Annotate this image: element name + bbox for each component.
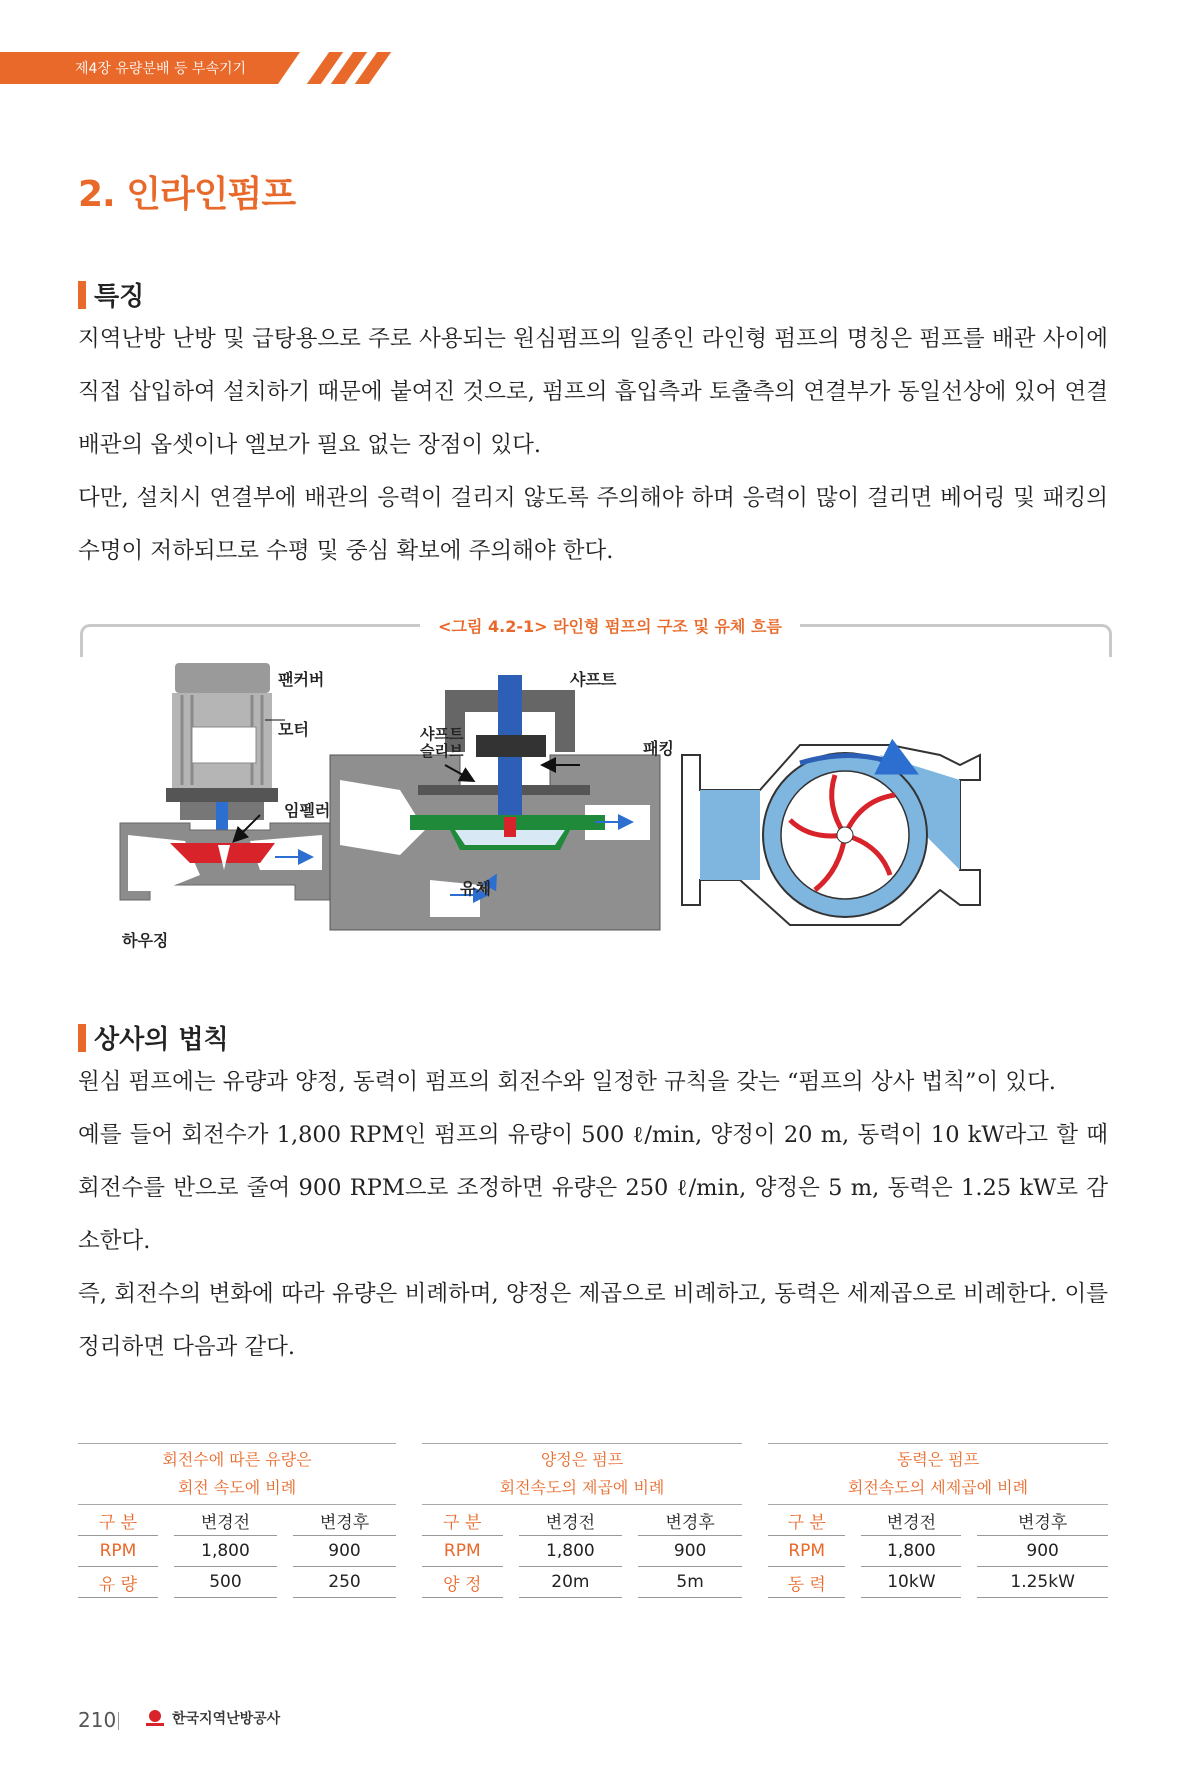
table-row xyxy=(422,1536,742,1567)
org-logo-icon xyxy=(144,1709,166,1727)
pump-volute-view xyxy=(682,745,980,925)
features-heading xyxy=(78,276,144,313)
flow-table-title xyxy=(78,1443,396,1505)
table-cell: 10kW xyxy=(861,1567,961,1598)
table-row xyxy=(422,1505,742,1536)
flow-table-title-line1: 회전수에 따른 유량은 xyxy=(162,1450,312,1469)
flow-table xyxy=(78,1443,396,1598)
power-table xyxy=(768,1443,1108,1598)
label-fluid: 유체 xyxy=(460,879,491,898)
label-impeller: 임펠러 xyxy=(284,801,331,820)
table-cell: 변경전 xyxy=(519,1505,623,1536)
inline-pump-cross-section xyxy=(330,675,660,930)
flow-table-grid xyxy=(78,1505,396,1598)
table-cell: RPM xyxy=(78,1536,158,1567)
table-row xyxy=(422,1567,742,1598)
label-shaft-sleeve-line1: 샤프트 xyxy=(420,725,464,743)
label-shaft: 샤프트 xyxy=(570,670,617,689)
org-name: 한국지역난방공사 xyxy=(172,1711,281,1727)
affinity-paragraph-2: 예를 들어 회전수가 1,800 RPM인 펌프의 유량이 500 ℓ/min, 양정이 20 m, 동력이 10 kW라고 할 때 회전수를 반으로 줄여 900 RPM으로 조정하면 유량은 250 ℓ/min, 양정은 5 m, 동력은 1.25 kW로 감소한다. xyxy=(78,1122,1108,1254)
table-cell: 변경전 xyxy=(861,1505,961,1536)
table-cell: 1,800 xyxy=(861,1536,961,1567)
table-cell: 1,800 xyxy=(174,1536,277,1567)
figure-caption: <그림 4.2-1> 라인형 펌프의 구조 및 유체 흐름 xyxy=(420,614,800,637)
power-table-title-line2: 회전속도의 세제곱에 비례 xyxy=(847,1478,1029,1497)
table-cell: 900 xyxy=(638,1536,742,1567)
page-number: 210 xyxy=(78,1708,117,1732)
heading-marker xyxy=(78,281,86,309)
table-cell: 900 xyxy=(977,1536,1108,1567)
table-cell: 구 분 xyxy=(78,1505,158,1536)
features-heading-text: 특징 xyxy=(94,282,145,312)
packing-box xyxy=(476,735,546,757)
table-row xyxy=(768,1505,1108,1536)
table-cell: 변경전 xyxy=(174,1505,277,1536)
label-motor: 모터 xyxy=(278,720,309,739)
table-cell: 변경후 xyxy=(977,1505,1108,1536)
head-table-title-line2: 회전속도의 제곱에 비례 xyxy=(499,1478,665,1497)
fan-cover-shape xyxy=(175,663,270,693)
label-housing: 하우징 xyxy=(122,931,169,950)
table-cell: RPM xyxy=(768,1536,845,1567)
chapter-title: 제4장 유량분배 등 부속기기 xyxy=(75,61,247,77)
affinity-heading-text: 상사의 법칙 xyxy=(94,1025,229,1055)
affinity-paragraph-3: 즉, 회전수의 변화에 따라 유량은 비례하며, 양정은 제곱으로 비례하고, 동력은 세제곱으로 비례한다. 이를 정리하면 다음과 같다. xyxy=(78,1281,1108,1360)
table-row xyxy=(78,1567,396,1598)
table-cell: 변경후 xyxy=(638,1505,742,1536)
footer-divider xyxy=(118,1712,119,1730)
flow-table-title-line2: 회전 속도에 비례 xyxy=(177,1478,297,1497)
affinity-paragraph-1: 원심 펌프에는 유량과 양정, 동력이 펌프의 회전수와 일정한 규칙을 갖는 “펌프의 상사 법칙”이 있다. xyxy=(78,1069,1056,1095)
inline-pump-exterior xyxy=(120,663,330,900)
table-row xyxy=(78,1505,396,1536)
label-packing: 패킹 xyxy=(643,739,674,758)
heading-marker xyxy=(78,1024,86,1052)
org-logo xyxy=(144,1708,280,1728)
features-text xyxy=(78,313,1108,578)
section-title: 2. 인라인펌프 xyxy=(78,174,296,215)
table-cell: 5m xyxy=(638,1567,742,1598)
affinity-heading xyxy=(78,1019,229,1056)
features-paragraph-1: 지역난방 난방 및 급탕용으로 주로 사용되는 원심펌프의 일종인 라인형 펌프의 명칭은 펌프를 배관 사이에 직접 삽입하여 설치하기 때문에 붙여진 것으로, 펌프의 흡입측과 토출측의 연결부가 동일선상에 있어 연결배관의 옵셋이나 엘보가 필요 없는 장점이 있다. xyxy=(78,326,1108,458)
motor-flange xyxy=(166,788,278,802)
head-table-grid xyxy=(422,1505,742,1598)
table-cell: 구 분 xyxy=(422,1505,503,1536)
table-row xyxy=(768,1536,1108,1567)
table-row xyxy=(78,1536,396,1567)
table-cell: 20m xyxy=(519,1567,623,1598)
table-cell: 500 xyxy=(174,1567,277,1598)
power-table-grid xyxy=(768,1505,1108,1598)
table-cell: 유 량 xyxy=(78,1567,158,1598)
label-fan-cover: 팬커버 xyxy=(278,670,325,689)
head-table-title xyxy=(422,1443,742,1505)
power-table-title-line1: 동력은 펌프 xyxy=(896,1450,980,1469)
table-cell: 변경후 xyxy=(293,1505,396,1536)
label-shaft-sleeve xyxy=(420,726,463,760)
features-paragraph-2: 다만, 설치시 연결부에 배관의 응력이 걸리지 않도록 주의해야 하며 응력이 많이 걸리면 베어링 및 패킹의 수명이 저하되므로 수평 및 중심 확보에 주의해야 한다. xyxy=(78,485,1108,564)
table-cell: 1,800 xyxy=(519,1536,623,1567)
table-row xyxy=(768,1567,1108,1598)
pump-diagram xyxy=(100,655,1100,955)
head-table xyxy=(422,1443,742,1598)
table-cell: RPM xyxy=(422,1536,503,1567)
table-cell: 동 력 xyxy=(768,1567,845,1598)
table-cell: 구 분 xyxy=(768,1505,845,1536)
affinity-text xyxy=(78,1056,1108,1374)
table-cell: 양 정 xyxy=(422,1567,503,1598)
power-table-title xyxy=(768,1443,1108,1505)
table-cell: 900 xyxy=(293,1536,396,1567)
label-shaft-sleeve-line2: 슬리브 xyxy=(420,742,464,760)
table-cell: 1.25kW xyxy=(977,1567,1108,1598)
head-table-title-line1: 양정은 펌프 xyxy=(540,1450,624,1469)
table-cell: 250 xyxy=(293,1567,396,1598)
